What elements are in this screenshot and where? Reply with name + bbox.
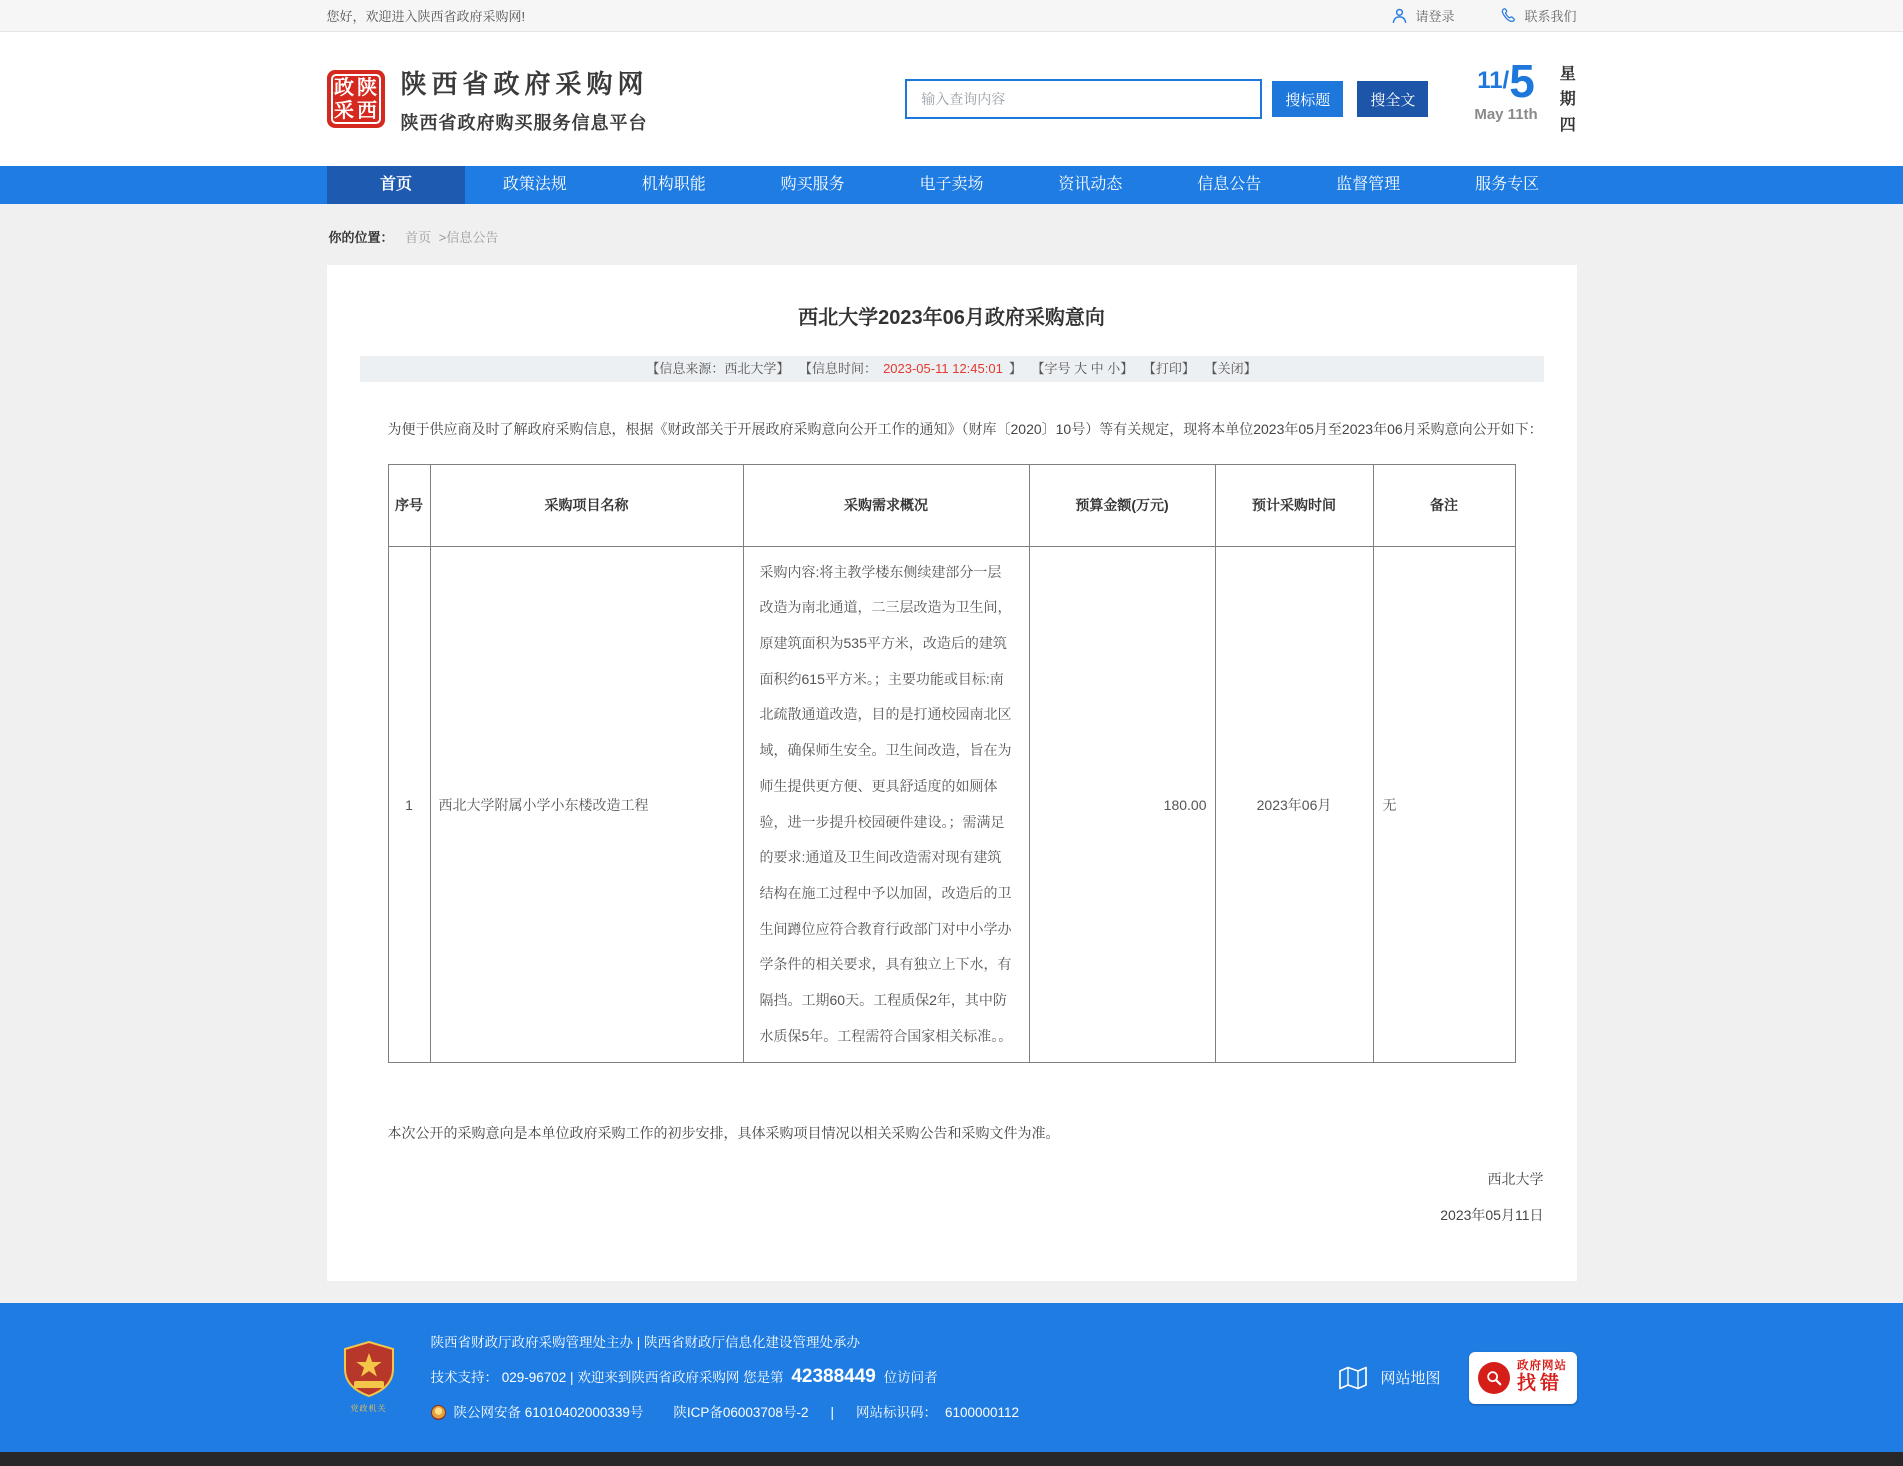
breadcrumb-label: 你的位置：	[328, 230, 394, 245]
article-closing: 本次公开的采购意向是本单位政府采购工作的初步安排，具体采购项目情况以相关采购公告和采购文件为准。	[387, 1125, 1060, 1142]
nav-item-service-zone[interactable]: 服务专区	[1475, 176, 1540, 193]
visitor-count: 42388449	[791, 1366, 876, 1388]
footer-support-suffix: 位访问者	[883, 1370, 938, 1386]
site-subtitle: 陕西省政府购买服务信息平台	[400, 112, 648, 133]
main-nav	[0, 166, 1903, 204]
site-name: 陕西省政府采购网	[400, 68, 649, 99]
footer-support-line	[431, 1357, 1020, 1398]
nav-item-purchase-services[interactable]: 购买服务	[780, 176, 845, 193]
error-badge-line2: 找错	[1517, 1373, 1564, 1395]
search-area	[905, 79, 1428, 119]
magnifier-icon	[1478, 1362, 1510, 1394]
meta-source: 【信息来源：西北大学】	[646, 361, 790, 376]
cell-serial-number: 1	[388, 546, 430, 1063]
welcome-text: 您好，欢迎进入陕西省政府采购网!	[326, 9, 526, 24]
search-input[interactable]	[905, 79, 1262, 119]
footer-beian-line	[431, 1398, 1020, 1427]
date-weekday: 星期四	[1559, 65, 1576, 134]
footer-text-block	[431, 1328, 1020, 1427]
nav-item-news[interactable]: 资讯动态	[1058, 176, 1123, 193]
cell-requirements: 采购内容:将主教学楼东侧续建部分一层改造为南北通道，二三层改造为卫生间，原建筑面积为535平方米，改造后的建筑面积约615平方米。；主要功能或目标:南北疏散通道改造，目的是打通校园南北区域，确保师生安全。卫生间改造，旨在为师生提供更方便、更具舒适度的如厕体验，进一步提升校园硬件建设。；需满足的要求:通道及卫生间改造需对现有建筑结构在施工过程中予以加固，改造后的卫生间蹲位应符合教育行政部门对中小学办学条件的相关要求，具有独立上下水，有隔挡。工期60天。工程质保2年，其中防水质保5年。工程需符合国家相关标准。。	[743, 546, 1029, 1063]
icp-number[interactable]: 陕ICP备06003708号-2	[673, 1405, 809, 1421]
nav-item-supervision[interactable]: 监督管理	[1336, 176, 1401, 193]
date-widget	[1474, 54, 1576, 139]
user-icon	[1391, 7, 1408, 24]
site-code-label: 网站标识码：	[855, 1405, 937, 1421]
article-signature: 西北大学	[1487, 1171, 1544, 1188]
col-header-budget: 预算金额(万元)	[1029, 464, 1215, 546]
login-link[interactable]	[1391, 6, 1454, 25]
meta-time-value: 2023-05-11 12:45:01	[883, 361, 1003, 376]
page-title: 西北大学2023年06月政府采购意向	[798, 307, 1105, 329]
sitemap-link[interactable]	[1338, 1365, 1440, 1391]
cell-budget-amount: 180.00	[1029, 546, 1215, 1063]
table-row	[388, 546, 1515, 1063]
col-header-project-name: 采购项目名称	[430, 464, 743, 546]
map-icon	[1338, 1365, 1368, 1391]
login-label: 请登录	[1415, 9, 1455, 24]
public-security-badge-icon	[431, 1405, 446, 1420]
gov-error-report-badge[interactable]	[1469, 1352, 1577, 1404]
search-fulltext-button[interactable]: 搜全文	[1357, 81, 1428, 117]
nav-item-home[interactable]: 首页	[327, 166, 466, 204]
gov-emblem-badge	[339, 1341, 399, 1414]
site-logo-seal[interactable]	[327, 70, 385, 128]
table-header-row	[388, 464, 1515, 546]
site-footer	[0, 1303, 1903, 1452]
col-header-remarks: 备注	[1373, 464, 1515, 546]
footer-support-prefix: 技术支持： 029-96702 | 欢迎来到陕西省政府采购网 您是第	[430, 1370, 784, 1386]
beian-number[interactable]: 陕公网安备 61010402000339号	[453, 1405, 644, 1421]
seal-char: 陕	[357, 76, 377, 99]
article-intro: 为便于供应商及时了解政府采购信息，根据《财政部关于开展政府采购意向公开工作的通知》（财库〔2020〕10号）等有关规定，现将本单位2023年05月至2023年06月采购意向公开如下：	[387, 421, 1543, 437]
nav-item-policies[interactable]: 政策法规	[502, 176, 567, 193]
site-header	[0, 32, 1903, 166]
shield-icon	[342, 1341, 396, 1397]
footer-divider: |	[830, 1405, 834, 1421]
cell-project-name: 西北大学附属小学小东楼改造工程	[430, 546, 743, 1063]
font-size-control[interactable]: 【字号 大 中 小】	[1031, 361, 1134, 376]
bottom-strip	[0, 1452, 1903, 1466]
date-english: May 11th	[1474, 106, 1538, 124]
print-button[interactable]: 【打印】	[1142, 361, 1195, 376]
seal-char: 西	[357, 99, 377, 122]
gov-emblem-label: 党政机关	[350, 1404, 387, 1414]
search-title-button[interactable]: 搜标题	[1272, 81, 1343, 117]
nav-item-announcements[interactable]: 信息公告	[1197, 176, 1262, 193]
meta-time-prefix: 【信息时间：	[799, 361, 878, 376]
col-header-requirements: 采购需求概况	[743, 464, 1029, 546]
contact-label: 联系我们	[1524, 9, 1577, 24]
cell-remarks: 无	[1373, 546, 1515, 1063]
seal-char: 政	[334, 76, 354, 99]
sitemap-label: 网站地图	[1380, 1370, 1441, 1388]
cell-expected-time: 2023年06月	[1215, 546, 1373, 1063]
article-meta-bar	[360, 356, 1544, 382]
meta-time-suffix: 】	[1008, 361, 1022, 376]
breadcrumb-current: >信息公告	[438, 230, 499, 245]
seal-char: 采	[334, 99, 354, 122]
error-badge-line1: 政府网站	[1517, 1360, 1567, 1373]
breadcrumb-home-link[interactable]: 首页	[405, 230, 432, 245]
procurement-table	[388, 464, 1516, 1064]
date-day: 5	[1509, 54, 1535, 107]
col-header-expected-time: 预计采购时间	[1215, 464, 1373, 546]
breadcrumb	[327, 204, 1577, 265]
date-month: 11/	[1477, 67, 1510, 95]
close-button[interactable]: 【关闭】	[1204, 361, 1257, 376]
article-card	[327, 265, 1577, 1281]
footer-organizer-line: 陕西省财政厅政府采购管理处主办 | 陕西省财政厅信息化建设管理处承办	[430, 1335, 861, 1351]
phone-icon	[1500, 7, 1517, 24]
contact-link[interactable]	[1500, 6, 1576, 25]
site-code-value: 6100000112	[944, 1405, 1020, 1421]
col-header-sn: 序号	[388, 464, 430, 546]
nav-item-e-marketplace[interactable]: 电子卖场	[919, 176, 984, 193]
article-sign-date: 2023年05月11日	[1440, 1207, 1544, 1224]
nav-item-functions[interactable]: 机构职能	[641, 176, 706, 193]
top-bar	[0, 0, 1903, 32]
